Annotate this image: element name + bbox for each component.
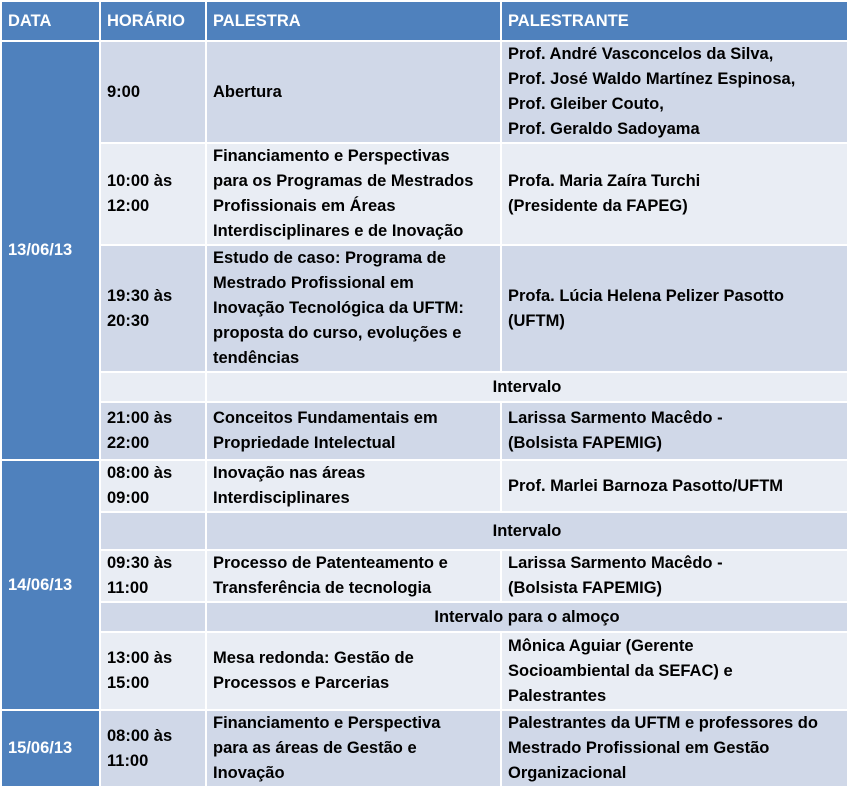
table-row (1, 460, 848, 512)
break-cell: Intervalo (206, 372, 848, 402)
table-row (1, 41, 848, 143)
time-cell: 13:00 às 15:00 (100, 632, 206, 710)
header-palestra: PALESTRA (206, 1, 501, 41)
date-cell: 13/06/13 (1, 41, 100, 460)
time-cell: 10:00 às 12:00 (100, 143, 206, 245)
time-cell: 9:00 (100, 41, 206, 143)
break-cell: Intervalo para o almoço (206, 602, 848, 632)
header-row (1, 1, 848, 41)
empty-cell (100, 372, 206, 402)
date-cell: 15/06/13 (1, 710, 100, 787)
table-row (1, 372, 848, 402)
speaker-cell: Prof. Marlei Barnoza Pasotto/UFTM (501, 460, 848, 512)
talk-cell: Inovação nas áreas Interdisciplinares (206, 460, 501, 512)
empty-cell (100, 602, 206, 632)
talk-cell: Abertura (206, 41, 501, 143)
table-row (1, 402, 848, 460)
table-row (1, 632, 848, 710)
talk-cell: Conceitos Fundamentais em Propriedade Intelectual (206, 402, 501, 460)
speaker-cell: Palestrantes da UFTM e professores do Mestrado Profissional em Gestão Organizacional (501, 710, 848, 787)
speaker-cell: Profa. Lúcia Helena Pelizer Pasotto (UFTM) (501, 245, 848, 372)
header-data: DATA (1, 1, 100, 41)
time-cell: 08:00 às 11:00 (100, 710, 206, 787)
talk-cell: Financiamento e Perspectiva para as áreas de Gestão e Inovação (206, 710, 501, 787)
speaker-cell: Larissa Sarmento Macêdo - (Bolsista FAPEMIG) (501, 402, 848, 460)
talk-cell: Mesa redonda: Gestão de Processos e Parcerias (206, 632, 501, 710)
talk-cell: Processo de Patenteamento e Transferência de tecnologia (206, 550, 501, 602)
speaker-cell: Mônica Aguiar (Gerente Socioambiental da SEFAC) e Palestrantes (501, 632, 848, 710)
speaker-cell: Prof. André Vasconcelos da Silva, Prof. José Waldo Martínez Espinosa, Prof. Gleiber Couto, Prof. Geraldo Sadoyama (501, 41, 848, 143)
time-cell: 09:30 às 11:00 (100, 550, 206, 602)
talk-cell: Estudo de caso: Programa de Mestrado Profissional em Inovação Tecnológica da UFTM: proposta do curso, evoluções e tendências (206, 245, 501, 372)
table-row (1, 710, 848, 787)
time-cell: 19:30 às 20:30 (100, 245, 206, 372)
table-row (1, 602, 848, 632)
table-row (1, 245, 848, 372)
empty-cell (100, 512, 206, 550)
table-row (1, 550, 848, 602)
speaker-cell: Profa. Maria Zaíra Turchi (Presidente da FAPEG) (501, 143, 848, 245)
header-horario: HORÁRIO (100, 1, 206, 41)
header-palestrante: PALESTRANTE (501, 1, 848, 41)
table-row (1, 512, 848, 550)
time-cell: 21:00 às 22:00 (100, 402, 206, 460)
time-cell: 08:00 às 09:00 (100, 460, 206, 512)
speaker-cell: Larissa Sarmento Macêdo - (Bolsista FAPEMIG) (501, 550, 848, 602)
break-cell: Intervalo (206, 512, 848, 550)
table-row (1, 143, 848, 245)
talk-cell: Financiamento e Perspectivas para os Programas de Mestrados Profissionais em Áreas Interdisciplinares e de Inovação (206, 143, 501, 245)
date-cell: 14/06/13 (1, 460, 100, 710)
